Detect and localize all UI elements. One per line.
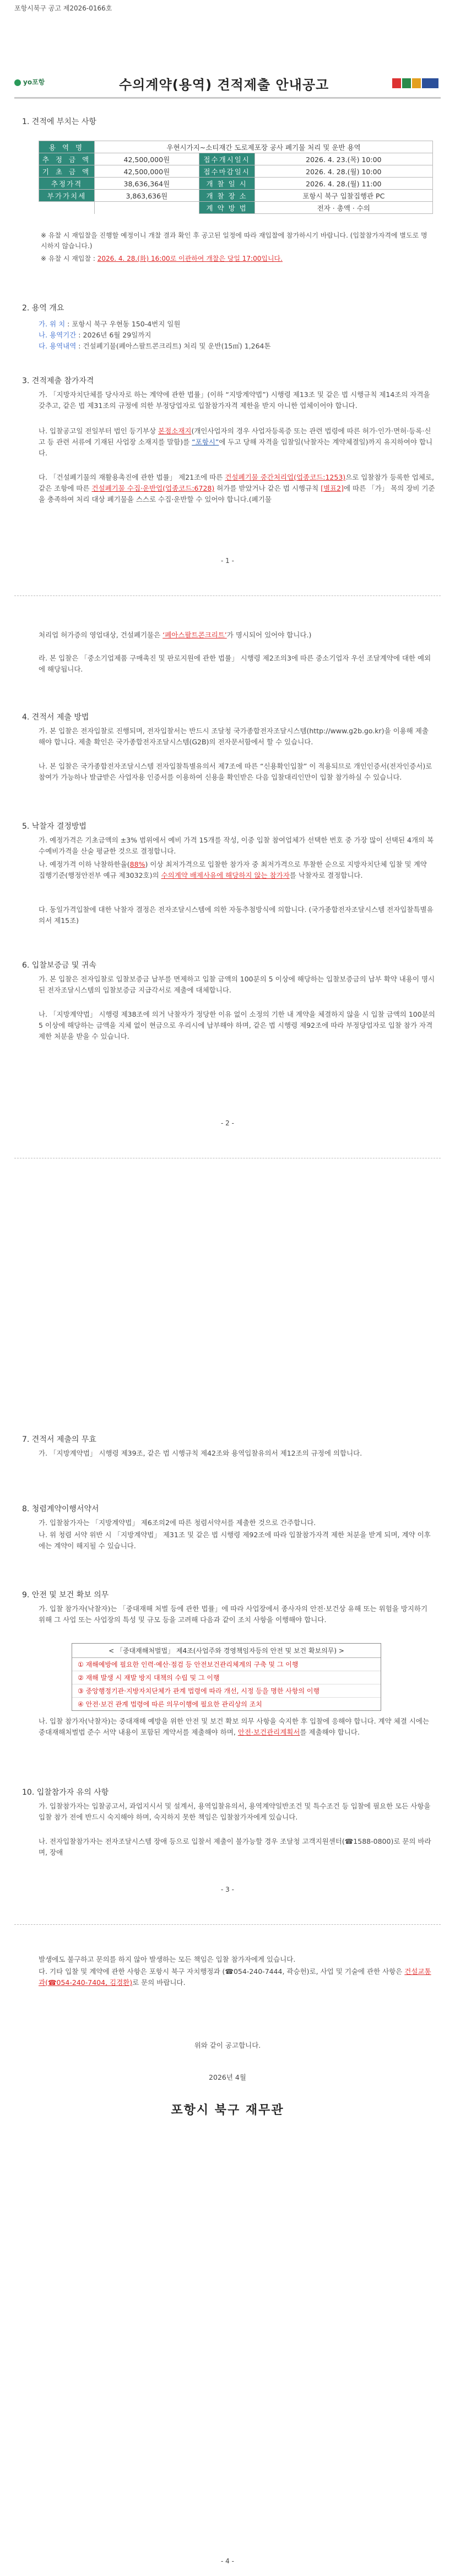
emphasis-text: 안전·보건관리계획서 [237, 1728, 300, 1736]
section-3-title: 3. 견적제출 참가자격 [22, 377, 94, 385]
page-number: - 3 - [221, 1886, 234, 1893]
section-10-title: 10. 입찰참가자 유의 사항 [22, 1788, 109, 1797]
note-value: 2026. 4. 28.(화) 16:00로 이관하여 개찰은 당일 17:00입니다. [97, 255, 283, 262]
table-label: 개 찰 장 소 [199, 190, 254, 202]
item-text: 에 두고 당해 자격을 입찰일(낙찰자는 계약체결일)까지 유지하여야 합니다. [39, 438, 433, 457]
logo-text: yo포항 [23, 78, 45, 86]
section-6-title: 6. 입찰보증금 및 귀속 [22, 961, 96, 970]
item-label: 가. 위 치 [39, 320, 66, 328]
item-text: 으로 입찰참가 등록한 업체로, 같은 조항에 따른 [39, 473, 434, 492]
list-item [39, 1966, 435, 1988]
city-logo [14, 77, 45, 87]
table-row [39, 190, 433, 202]
emphasis-text: 수의계약 배제사유에 해당하지 않는 참가자 [161, 871, 290, 879]
emphasis-text: “포항시” [192, 438, 219, 446]
item-text: 다. 기타 입찰 및 계약에 관한 사항은 포항시 북구 자치행정과 (☎054-240-7444, 곽승헌)로, 사업 및 기술에 관한 사항은 [39, 1967, 405, 1976]
bid-info-table [39, 141, 433, 214]
list-item: ④ 안전·보건 관계 법령에 따른 의무이행에 필요한 관리상의 조치 [78, 1700, 262, 1708]
list-item: 가. 입찰참가자는 「지방계약법」 제6조의2에 따른 청렴서약서를 제출한 것으로 간주합니다. [39, 1518, 316, 1527]
list-item: ① 재해예방에 필요한 인력·예산·점검 등 안전보건관리체계의 구축 및 그 이행 [72, 1658, 381, 1671]
item-text: 처리업 허가증의 영업대상, 건설폐기물은 [39, 631, 163, 639]
table-label: 추정가격 [39, 178, 95, 190]
item-label: 다. 용역내역 [39, 342, 77, 350]
emphasis-text: ‘폐아스팔트콘크리트’ [162, 631, 227, 639]
list-item: 발생에도 불구하고 문의를 하지 않아 발생하는 모든 책임은 입찰 참가자에게 있습니다. [39, 1955, 296, 1963]
list-item [39, 319, 435, 330]
list-item [39, 330, 435, 341]
table-label: 접수개시일시 [199, 153, 254, 165]
item-text: 를 낙찰자로 결정합니다. [289, 871, 363, 879]
item-label: 나. 용역기간 [39, 331, 77, 339]
table-row [39, 178, 433, 190]
table-value: 42,500,000원 [95, 153, 199, 165]
document-id: 포항시북구 공고 제2026-0166호 [14, 4, 112, 12]
table-value: 전자 · 총액 · 수의 [254, 202, 432, 214]
page-break [14, 1924, 441, 1925]
list-item: 가. 본 입찰은 전자입찰로 입찰보증금 납부를 면제하고 입찰 금액의 100분의 5 이상에 해당하는 입찰보증금의 납부 확약 내용이 명시된 전자조달시스템의 입찰보증금 지급각서로 제출에 대체합니다. [39, 975, 435, 994]
table-value: 2026. 4. 28.(월) 11:00 [254, 178, 432, 190]
emphasis-text: 건설폐기물 중간처리업(업종코드:1253) [225, 473, 346, 481]
section-8-title: 8. 청렴계약이행서약서 [22, 1505, 99, 1514]
table-empty-cell [95, 202, 199, 214]
list-item: 가. 「지방자치단체를 당사자로 하는 계약에 관한 법률」(이하 “지방계약법”) 시행령 제13조 및 같은 법 시행규칙 제14조의 자격을 갖추고, 같은 법 제31조의 규정에 의한 부정당업자로 입찰참가자격 제한을 받지 아니한 업체이어야 합니다. [39, 390, 430, 410]
header [14, 71, 441, 96]
item-text: 에 따른 「가」 목의 장비 기준을 충족하여 처리 대상 폐기물을 스스로 수집·운반할 수 있어야 합니다.(폐기물 [39, 484, 435, 503]
item-text: : 2026년 6월 29일까지 [76, 331, 151, 339]
table-value: 3,863,636원 [95, 190, 199, 202]
item-text: 를 제출해야 합니다. [300, 1728, 360, 1736]
item-text: 다. 「건설폐기물의 재활용촉진에 관한 법률」 제21조에 따른 [39, 473, 225, 481]
item-text: 로 문의 바랍니다. [132, 1978, 186, 1987]
box-title: < 「중대재해처벌법」 제4조(사업주와 경영책임자등의 안전 및 보건 확보의무) > [72, 1644, 381, 1658]
table-label: 추 정 금 액 [39, 153, 95, 165]
section-2-title: 2. 용역 개요 [22, 304, 64, 313]
list-item [39, 472, 435, 505]
page-number: - 2 - [221, 1119, 234, 1127]
issuing-organization: 포항시 북구 재무관 [171, 2103, 284, 2117]
table-row [39, 141, 433, 153]
table-empty-cell [39, 202, 95, 214]
note-prefix: ※ 유찰 시 재입찰 : [41, 255, 98, 262]
table-label: 용 역 명 [39, 141, 95, 153]
list-item: 나. 본 입찰은 국가종합전자조달시스템 전자입찰특별유의서 제7조에 따른 “신용확인입찰” 이 적용되므로 개인인증서(전자인증서)로 참여가 가능하나 발급받은 사업자용 인증서를 이용하여 신용을 확인받은 다음 입찰대리인만이 입찰 참가하실 수 있습니다. [39, 762, 432, 781]
table-row [39, 165, 433, 178]
item-text: ) 이상 최저가격으로 입찰한 참가자 중 최저가격으로 투찰한 순으로 지방자치단체 입찰 및 계약 집행기준(행정안전부 예규 제3032호)의 [39, 860, 427, 879]
section-5-title: 5. 낙찰자 결정방법 [22, 822, 86, 831]
emphasis-text: [별표2] [321, 484, 344, 492]
table-label: 부가가치세 [39, 190, 95, 202]
list-item [39, 859, 435, 881]
list-item: 가. 본 입찰은 전자입찰로 진행되며, 전자입찰서는 반드시 조달청 국가종합전자조달시스템(http://www.g2b.go.kr)을 이용해 제출해야 합니다. 제출 확인은 국가종합전자조달시스템(G2B)의 전자문서함에서 할 수 있습니다. [39, 727, 429, 746]
item-text: 나. 입찰공고일 전일부터 법인 등기부상 [39, 427, 159, 435]
item-text: 나. 입찰 참가자(낙찰자)는 중대재해 예방을 위한 안전 및 보건 확보 의무 사항을 숙지한 후 입찰에 응해야 합니다. 계약 체결 시에는 중대재해처벌법 준수 서약 내용이 포함된 계약서를 제출해야 하며, [39, 1717, 430, 1736]
table-label: 접수마감일시 [199, 165, 254, 178]
page-title: 수의계약(용역) 견적제출 안내공고 [119, 77, 329, 93]
list-item: 라. 본 입찰은 「중소기업제품 구매촉진 및 판로지원에 관한 법률」 시행령 제2조의3에 따른 중소기업자 우선 조달계약에 대한 예외에 해당됩니다. [39, 654, 431, 673]
page-number: - 1 - [221, 557, 234, 565]
header-divider [14, 97, 441, 99]
page-break [14, 595, 441, 596]
emphasis-text: 본점소재지 [158, 427, 192, 435]
emphasis-text: 건설교통과(☎054-240-7404, 김경환) [39, 1967, 431, 1987]
table-value: 42,500,000원 [95, 165, 199, 178]
list-item: ② 재해 발생 시 재발 방지 대책의 수립 및 그 이행 [72, 1671, 381, 1684]
page-number: - 4 - [221, 2557, 234, 2565]
rebid-schedule-note [41, 254, 432, 264]
section-1-title: 1. 견적에 부치는 사항 [22, 117, 96, 126]
list-item [39, 1716, 435, 1738]
list-item: 가. 예정가격은 기초금액의 ±3% 범위에서 예비 가격 15개를 작성, 이중 입찰 참여업체가 선택한 번호 중 가장 많이 선택된 4개의 복수예비가격을 산술 평균한 것으로 결정합니다. [39, 836, 434, 855]
list-item: 가. 「지방계약법」 시행령 제39조, 같은 법 시행규칙 제42조와 용역입찰유의서 제12조의 규정에 의합니다. [39, 1449, 362, 1457]
item-text: 허가를 받았거나 같은 법 시행규칙 [214, 484, 321, 492]
rebid-note: ※ 유찰 시 재입찰을 진행할 예정이니 개찰 결과 확인 후 공고된 일정에 따라 재입찰에 참가하시기 바랍니다. (입찰참가자격에 별도로 명시하지 않습니다.) [41, 232, 427, 250]
service-name-value: 우현시가지~소티재간 도로제포장 공사 폐기물 처리 및 운반 용역 [95, 141, 433, 153]
table-label: 계 약 방 법 [199, 202, 254, 214]
table-row [39, 202, 433, 214]
table-label: 개 찰 일 시 [199, 178, 254, 190]
emphasis-text: 88% [129, 860, 145, 868]
list-item: ③ 중앙행정기관·지방자치단체가 관계 법령에 따라 개선, 시정 등을 명한 사항의 이행 [72, 1684, 381, 1698]
table-row [39, 153, 433, 165]
list-item: 나. 「지방계약법」 시행령 제38조에 의거 낙찰자가 정당한 이유 없이 소정의 기한 내 계약을 체결하지 않을 시 입찰 금액의 100분의 5 이상에 해당하는 금액을 지체 없이 현금으로 우리시에 납부해야 하며, 같은 법 시행령 제92조에 따라 부정당업자로 입찰 참가 자격 제한 처분을 받을 수 있습니다. [39, 1010, 435, 1040]
list-item: 가. 입찰 참가자(낙찰자)는 「중대재해 처벌 등에 관한 법률」에 따라 사업장에서 종사자의 안전·보건상 유해 또는 위험을 방지하기 위해 그 사업 또는 사업장의 특성 및 규모 등을 고려해 다음과 같이 조치 사항을 이행해야 합니다. [39, 1604, 428, 1624]
section-7-title: 7. 견적서 제출의 무효 [22, 1435, 96, 1444]
safety-duties-box [72, 1643, 381, 1711]
list-item: 가. 입찰참가자는 입찰공고서, 과업지시서 및 설계서, 용역입찰유의서, 용역계약일반조건 및 특수조건 등 입찰에 필요한 모든 사항을 입찰 참가 전에 반드시 숙지해야 하며, 숙지하지 못한 책임은 입찰참가자에게 있습니다. [39, 1802, 431, 1821]
list-item [39, 341, 435, 352]
list-item: 나. 전자입찰참가자는 전자조달시스템 장애 등으로 입찰서 제출이 불가능할 경우 조달청 고객지원센터(☎1588-0800)로 문의 바라며, 장애 [39, 1837, 431, 1856]
list-item [39, 630, 435, 641]
section-4-title: 4. 견적서 제출 방법 [22, 713, 89, 722]
logo-icon [14, 79, 21, 86]
item-text: : 건설폐기물(폐아스팔트콘크리트) 처리 및 운반(15㎥) 1,264톤 [76, 342, 271, 350]
table-value: 38,636,364원 [95, 178, 199, 190]
list-item: 나. 위 청렴 서약 위반 시 「지방계약법」 제31조 및 같은 법 시행령 제92조에 따라 입찰참가자격 제한 처분을 받게 되며, 계약 이후에는 계약이 해지될 수 있습니다. [39, 1531, 431, 1550]
table-value: 2026. 4. 28.(월) 10:00 [254, 165, 432, 178]
city-slogan-logo-icon [391, 74, 441, 93]
section-9-title: 9. 안전 및 보건 확보 의무 [22, 1591, 109, 1600]
table-label: 기 초 금 액 [39, 165, 95, 178]
table-value: 포항시 북구 입찰집행관 PC [254, 190, 432, 202]
item-text: : 포항시 북구 우현동 150-4번지 일원 [65, 320, 181, 328]
emphasis-text: 건설폐기물 수집·운반업(업종코드:6728) [91, 484, 215, 492]
item-text: 나. 예정가격 이하 낙찰하한율( [39, 860, 130, 868]
item-text: (개인사업자의 경우 사업자등록증 또는 관련 법령에 따른 허가·인가·면허·등록·신고 등 관련 서류에 기재된 사업장 소재지를 말함)를 [39, 427, 431, 446]
closing-date: 2026년 4월 [209, 2073, 246, 2081]
list-item [39, 426, 435, 459]
table-value: 2026. 4. 23.(목) 10:00 [254, 153, 432, 165]
closing-statement: 위와 같이 공고합니다. [194, 2041, 261, 2049]
item-text: 가 명시되어 있어야 합니다.) [226, 631, 312, 639]
list-item: 다. 동일가격입찰에 대한 낙찰자 결정은 전자조달시스템에 의한 자동추첨방식에 의합니다. (국가종합전자조달시스템 전자입찰특별유의서 제15조) [39, 905, 434, 925]
